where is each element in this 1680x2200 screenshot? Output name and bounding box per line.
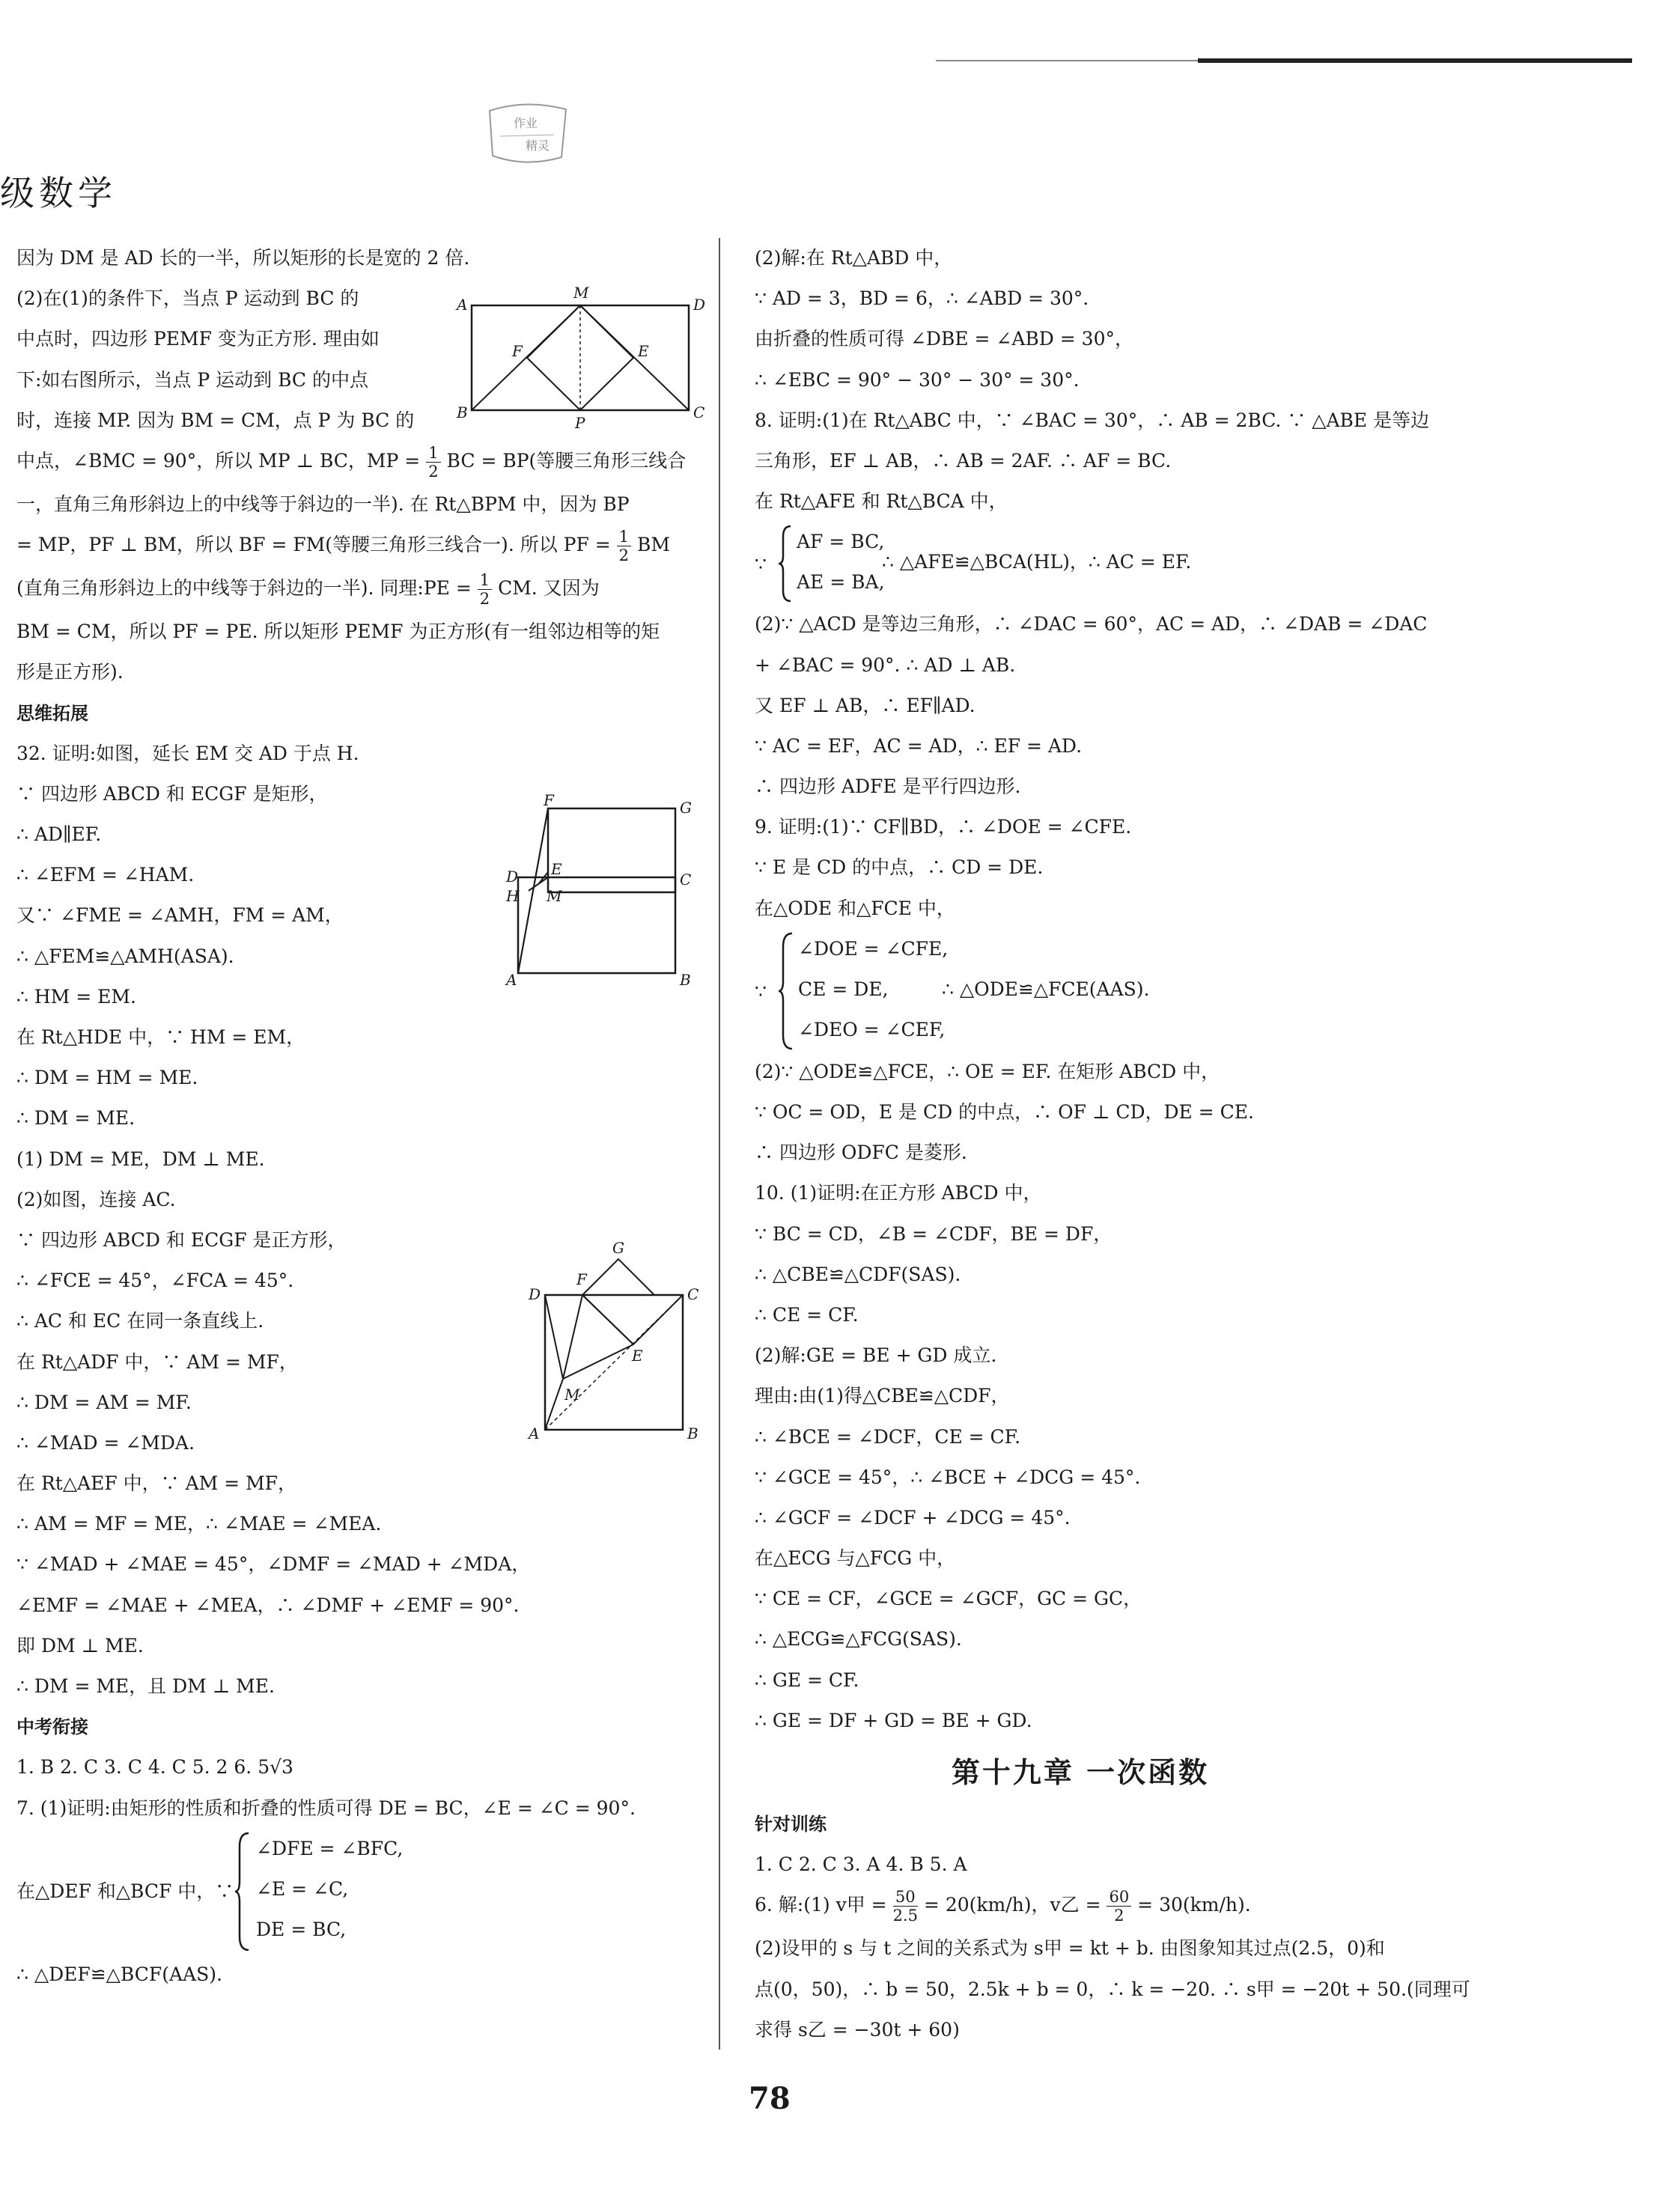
text-line: ∴ AC 和 EC 在同一条直线上. [16,1310,264,1332]
section-heading-thinking: 思维拓展 [16,702,88,724]
text-line: ∴ 四边形 ADFE 是平行四边形. [755,776,1021,798]
brace-system [755,522,1406,604]
left-column [16,238,705,1995]
text-line: ∴ CE = CF. [755,1303,859,1326]
brace-line: ∠DFE = ∠BFC, [256,1837,404,1859]
text-line: ∴ △ECG≌△FCG(SAS). [755,1628,962,1651]
figure-label: H [506,887,520,905]
figure-label: A [457,296,468,314]
figure-label: C [687,1285,699,1303]
fraction [617,528,631,564]
text-line: (2)∵ △ODE≌△FCE，∴ OE = EF. 在矩形 ABCD 中， [755,1060,1220,1082]
figure-label: A [506,971,517,989]
brace-line: ∠DOE = ∠CFE, [798,937,949,960]
brace-system [755,929,1406,1052]
figure-rectangle-pemf [455,283,706,433]
text-line: 又 EF ⊥ AB，∴ EF∥AD. [755,694,976,716]
figure-label: C [680,871,692,889]
fraction-numerator: 1 [426,444,440,463]
text-line: ∴ △DEF≌△BCF(AAS). [16,1963,222,1985]
text-line: 32. 证明:如图，延长 EM 交 AD 于点 H. [16,742,359,764]
brace-icon [777,932,794,1050]
text-line: 在 Rt△ADF 中，∵ AM = MF， [16,1350,298,1373]
text-line: ∴ ∠EBC = 90° − 30° − 30° = 30°. [755,368,1080,391]
text-line: ∵ 四边形 ABCD 和 ECGF 是矩形， [16,782,328,805]
figure-two-squares [521,1232,701,1442]
figure-label: P [575,414,585,432]
brace-line: AF = BC, [797,531,885,553]
figure-label: F [576,1270,587,1288]
text-line: ∴ DM = HM = ME. [16,1067,198,1089]
text-line: ∵ AC = EF，AC = AD，∴ EF = AD. [755,734,1083,757]
text-line: ∴ 四边形 ODFC 是菱形. [755,1142,967,1164]
text-line: ∴ GE = CF. [755,1669,859,1691]
text-span: (直角三角形斜边上的中线等于斜边的一半). 同理:PE = [16,577,472,600]
text-line: 点(0，50)，∴ b = 50，2.5k + b = 0，∴ k = −20. ∴ s甲 = −20t + 50.(同理可 [755,1978,1470,2000]
figure-label: B [680,971,691,989]
figure-label: C [693,403,705,421]
right-column [755,238,1470,2050]
text-span: 在△DEF 和△BCF 中，∵ [16,1880,234,1902]
text-line: ∴ ∠GCF = ∠DCF + ∠DCG = 45°. [755,1506,1071,1529]
fraction-numerator: 50 [893,1888,918,1907]
text-span: CM. 又因为 [498,577,600,600]
text-line: ∵ AD = 3，BD = 6，∴ ∠ABD = 30°. [755,287,1089,310]
page-number: 78 [749,2081,791,2116]
text-line: ∠EMF = ∠MAE + ∠MEA，∴ ∠DMF + ∠EMF = 90°. [16,1594,520,1616]
figure-label: B [687,1424,699,1442]
figure-label: A [529,1424,540,1442]
text-line: ∴ ∠BCE = ∠DCF，CE = CF. [755,1425,1021,1448]
brace-system [16,1829,705,1954]
text-line: ∵ ∠MAD + ∠MAE = 45°，∠DMF = ∠MAD + ∠MDA， [16,1553,531,1576]
brace-result: ∴ △AFE≌△BCA(HL)，∴ AC = EF. [882,551,1192,573]
text-line: 下:如右图所示，当点 P 运动到 BC 的中点 [16,368,368,391]
text-line: 7. (1)证明:由矩形的性质和折叠的性质可得 DE = BC，∠E = ∠C = 90°. [16,1797,636,1819]
brace-line: DE = BC, [256,1918,347,1940]
text-line: 在 Rt△AEF 中，∵ AM = MF， [16,1472,297,1495]
text-line: (2)解:GE = BE + GD 成立. [755,1344,997,1367]
text-line: (2)如图，连接 AC. [16,1188,176,1210]
text-line: ∵ E 是 CD 的中点，∴ CD = DE. [755,856,1044,879]
text-line: 即 DM ⊥ ME. [16,1634,144,1657]
svg-text:精灵: 精灵 [525,138,550,153]
text-line: 在 Rt△HDE 中，∵ HM = EM， [16,1026,305,1048]
answer-list: 1. B 2. C 3. C 4. C 5. 2 6. 5√3 [16,1756,293,1779]
section-heading-exam: 中考衔接 [16,1716,88,1738]
brace-line: ∠DEO = ∠CEF, [798,1018,946,1040]
figure-label: M [547,887,562,905]
text-line: ∴ AM = MF = ME，∴ ∠MAE = ∠MEA. [16,1513,382,1535]
text-span: = 30(km/h). [1137,1894,1251,1916]
text-line: ∴ DM = ME，且 DM ⊥ ME. [16,1675,275,1697]
header-rule [1198,58,1632,63]
text-span: 中点，∠BMC = 90°，所以 MP ⊥ BC，MP = [16,449,421,472]
figure-label: E [638,342,649,360]
therefore-symbol: ∵ [755,980,767,1002]
fraction [893,1888,918,1925]
fraction [426,444,440,481]
text-line: (1) DM = ME，DM ⊥ ME. [16,1148,265,1170]
text-line: 中点时，四边形 PEMF 变为正方形. 理由如 [16,328,380,350]
text-line: 9. 证明:(1)∵ CF∥BD，∴ ∠DOE = ∠CFE. [755,816,1132,838]
text-line: ∴ DM = AM = MF. [16,1391,192,1413]
text-line: ∵ OC = OD，E 是 CD 的中点，∴ OF ⊥ CD，DE = CE. [755,1101,1254,1123]
text-line: BM = CM，所以 PF = PE. 所以矩形 PEMF 为正方形(有一组邻边相等的矩 [16,621,660,643]
text-line: (2)设甲的 s 与 t 之间的关系式为 s甲 = kt + b. 由图象知其过点(2.5，0)和 [755,1937,1385,1960]
section-heading-training: 针对训练 [755,1814,827,1835]
fraction [1107,1888,1131,1925]
brace-line: CE = DE, [798,978,889,1000]
text-line: 一，直角三角形斜边上的中线等于斜边的一半). 在 Rt△BPM 中，因为 BP [16,493,630,515]
brace-icon [234,1832,250,1951]
fraction-denominator: 2 [479,590,490,609]
text-line: 因为 DM 是 AD 长的一半，所以矩形的长是宽的 2 倍. [16,247,470,269]
text-line: 在△ODE 和△FCE 中， [755,897,955,919]
text-line-with-fraction [16,525,705,568]
fraction-numerator: 60 [1107,1888,1131,1907]
text-line: 在△ECG 与△FCG 中， [755,1547,956,1570]
text-line: ∴ ∠MAD = ∠MDA. [16,1431,195,1454]
figure-label: D [506,868,519,886]
text-line: + ∠BAC = 90°. ∴ AD ⊥ AB. [755,653,1016,676]
text-line: 8. 证明:(1)在 Rt△ABC 中，∵ ∠BAC = 30°，∴ AB = 2BC. ∵ △ABE 是等边 [755,409,1430,431]
fraction-denominator: 2 [1114,1907,1124,1925]
figure-label: G [612,1239,624,1257]
text-line: 又∵ ∠FME = ∠AMH，FM = AM， [16,904,344,927]
answer-list: 1. C 2. C 3. A 4. B 5. A [755,1853,967,1876]
svg-text:作业: 作业 [513,116,538,130]
page-header-title: 级数学 [0,173,117,213]
text-line: ∴ ∠EFM = ∠HAM. [16,864,195,886]
brace-line: ∠E = ∠C, [256,1877,349,1900]
text-line: ∵ CE = CF，∠GCE = ∠GCF，GC = GC， [755,1588,1142,1610]
text-span: = MP，PF ⊥ BM，所以 BF = FM(等腰三角形三线合一). 所以 PF = [16,534,611,556]
fraction-numerator: 1 [478,571,492,590]
text-line: 时，连接 MP. 因为 BM = CM，点 P 为 BC 的 [16,409,415,431]
text-line-with-fraction [755,1885,1406,1928]
text-span: 6. 解:(1) v甲 = [755,1894,887,1916]
fraction [478,571,492,608]
text-line: ∵ 四边形 ABCD 和 ECGF 是正方形， [16,1228,347,1251]
figure-label: D [693,296,706,314]
brace-result: ∴ △ODE≌△FCE(AAS). [942,978,1150,1000]
text-span: = 20(km/h)，v乙 = [923,1894,1101,1916]
text-line: 10. (1)证明:在正方形 ABCD 中， [755,1182,1042,1204]
text-line-with-fraction [16,568,705,612]
text-line: ∴ HM = EM. [16,985,136,1008]
text-line: 由折叠的性质可得 ∠DBE = ∠ABD = 30°， [755,328,1133,350]
text-span: BM [637,534,670,556]
text-line: (2)∵ △ACD 是等边三角形，∴ ∠DAC = 60°，AC = AD，∴ ∠DAB = ∠DAC [755,613,1428,636]
figure-label: F [512,342,523,360]
text-line: (2)解:在 Rt△ABD 中， [755,247,953,269]
text-span: BC = BP(等腰三角形三线合 [446,449,687,472]
text-line: ∴ △CBE≌△CDF(SAS). [755,1263,961,1285]
text-line: 三角形，EF ⊥ AB，∴ AB = 2AF. ∴ AF = BC. [755,449,1172,472]
figure-two-rectangles [503,793,705,988]
fraction-denominator: 2 [428,462,439,481]
column-divider [719,238,720,2050]
text-line: ∵ BC = CD，∠B = ∠CDF，BE = DF， [755,1222,1113,1245]
brace-icon [777,525,792,603]
text-line: 在 Rt△AFE 和 Rt△BCA 中， [755,490,1008,513]
figure-label: E [551,860,562,878]
brace-line: AE = BA, [797,571,885,594]
figure-label: B [457,403,468,421]
figure-label: E [632,1347,643,1365]
text-line: ∴ AD∥EF. [16,823,102,846]
text-line: 形是正方形). [16,661,124,683]
text-line: 理由:由(1)得△CBE≌△CDF， [755,1385,1010,1407]
text-line: ∵ ∠GCE = 45°，∴ ∠BCE + ∠DCG = 45°. [755,1466,1141,1488]
text-line: ∴ △FEM≌△AMH(ASA). [16,945,234,967]
figure-label: F [544,791,554,809]
text-line: (2)在(1)的条件下，当点 P 运动到 BC 的 [16,287,359,310]
fraction-denominator: 2 [618,546,630,565]
therefore-symbol: ∵ [755,553,767,576]
text-line: ∴ ∠FCE = 45°，∠FCA = 45°. [16,1270,294,1292]
stamp-logo-icon [479,96,576,168]
fraction-numerator: 1 [617,528,631,546]
figure-label: M [573,284,589,302]
fraction-denominator: 2.5 [892,1907,918,1925]
text-line: ∴ DM = ME. [16,1107,136,1130]
figure-label: G [680,799,692,817]
header-rule-thin [936,60,1198,61]
chapter-title: 第十九章 一次函数 [951,1756,1210,1789]
text-line: 求得 s乙 = −30t + 60) [755,2018,960,2041]
text-line: ∴ GE = DF + GD = BE + GD. [755,1709,1032,1731]
figure-label: M [564,1386,580,1404]
text-line-with-fraction [16,441,705,484]
figure-label: D [529,1285,541,1303]
